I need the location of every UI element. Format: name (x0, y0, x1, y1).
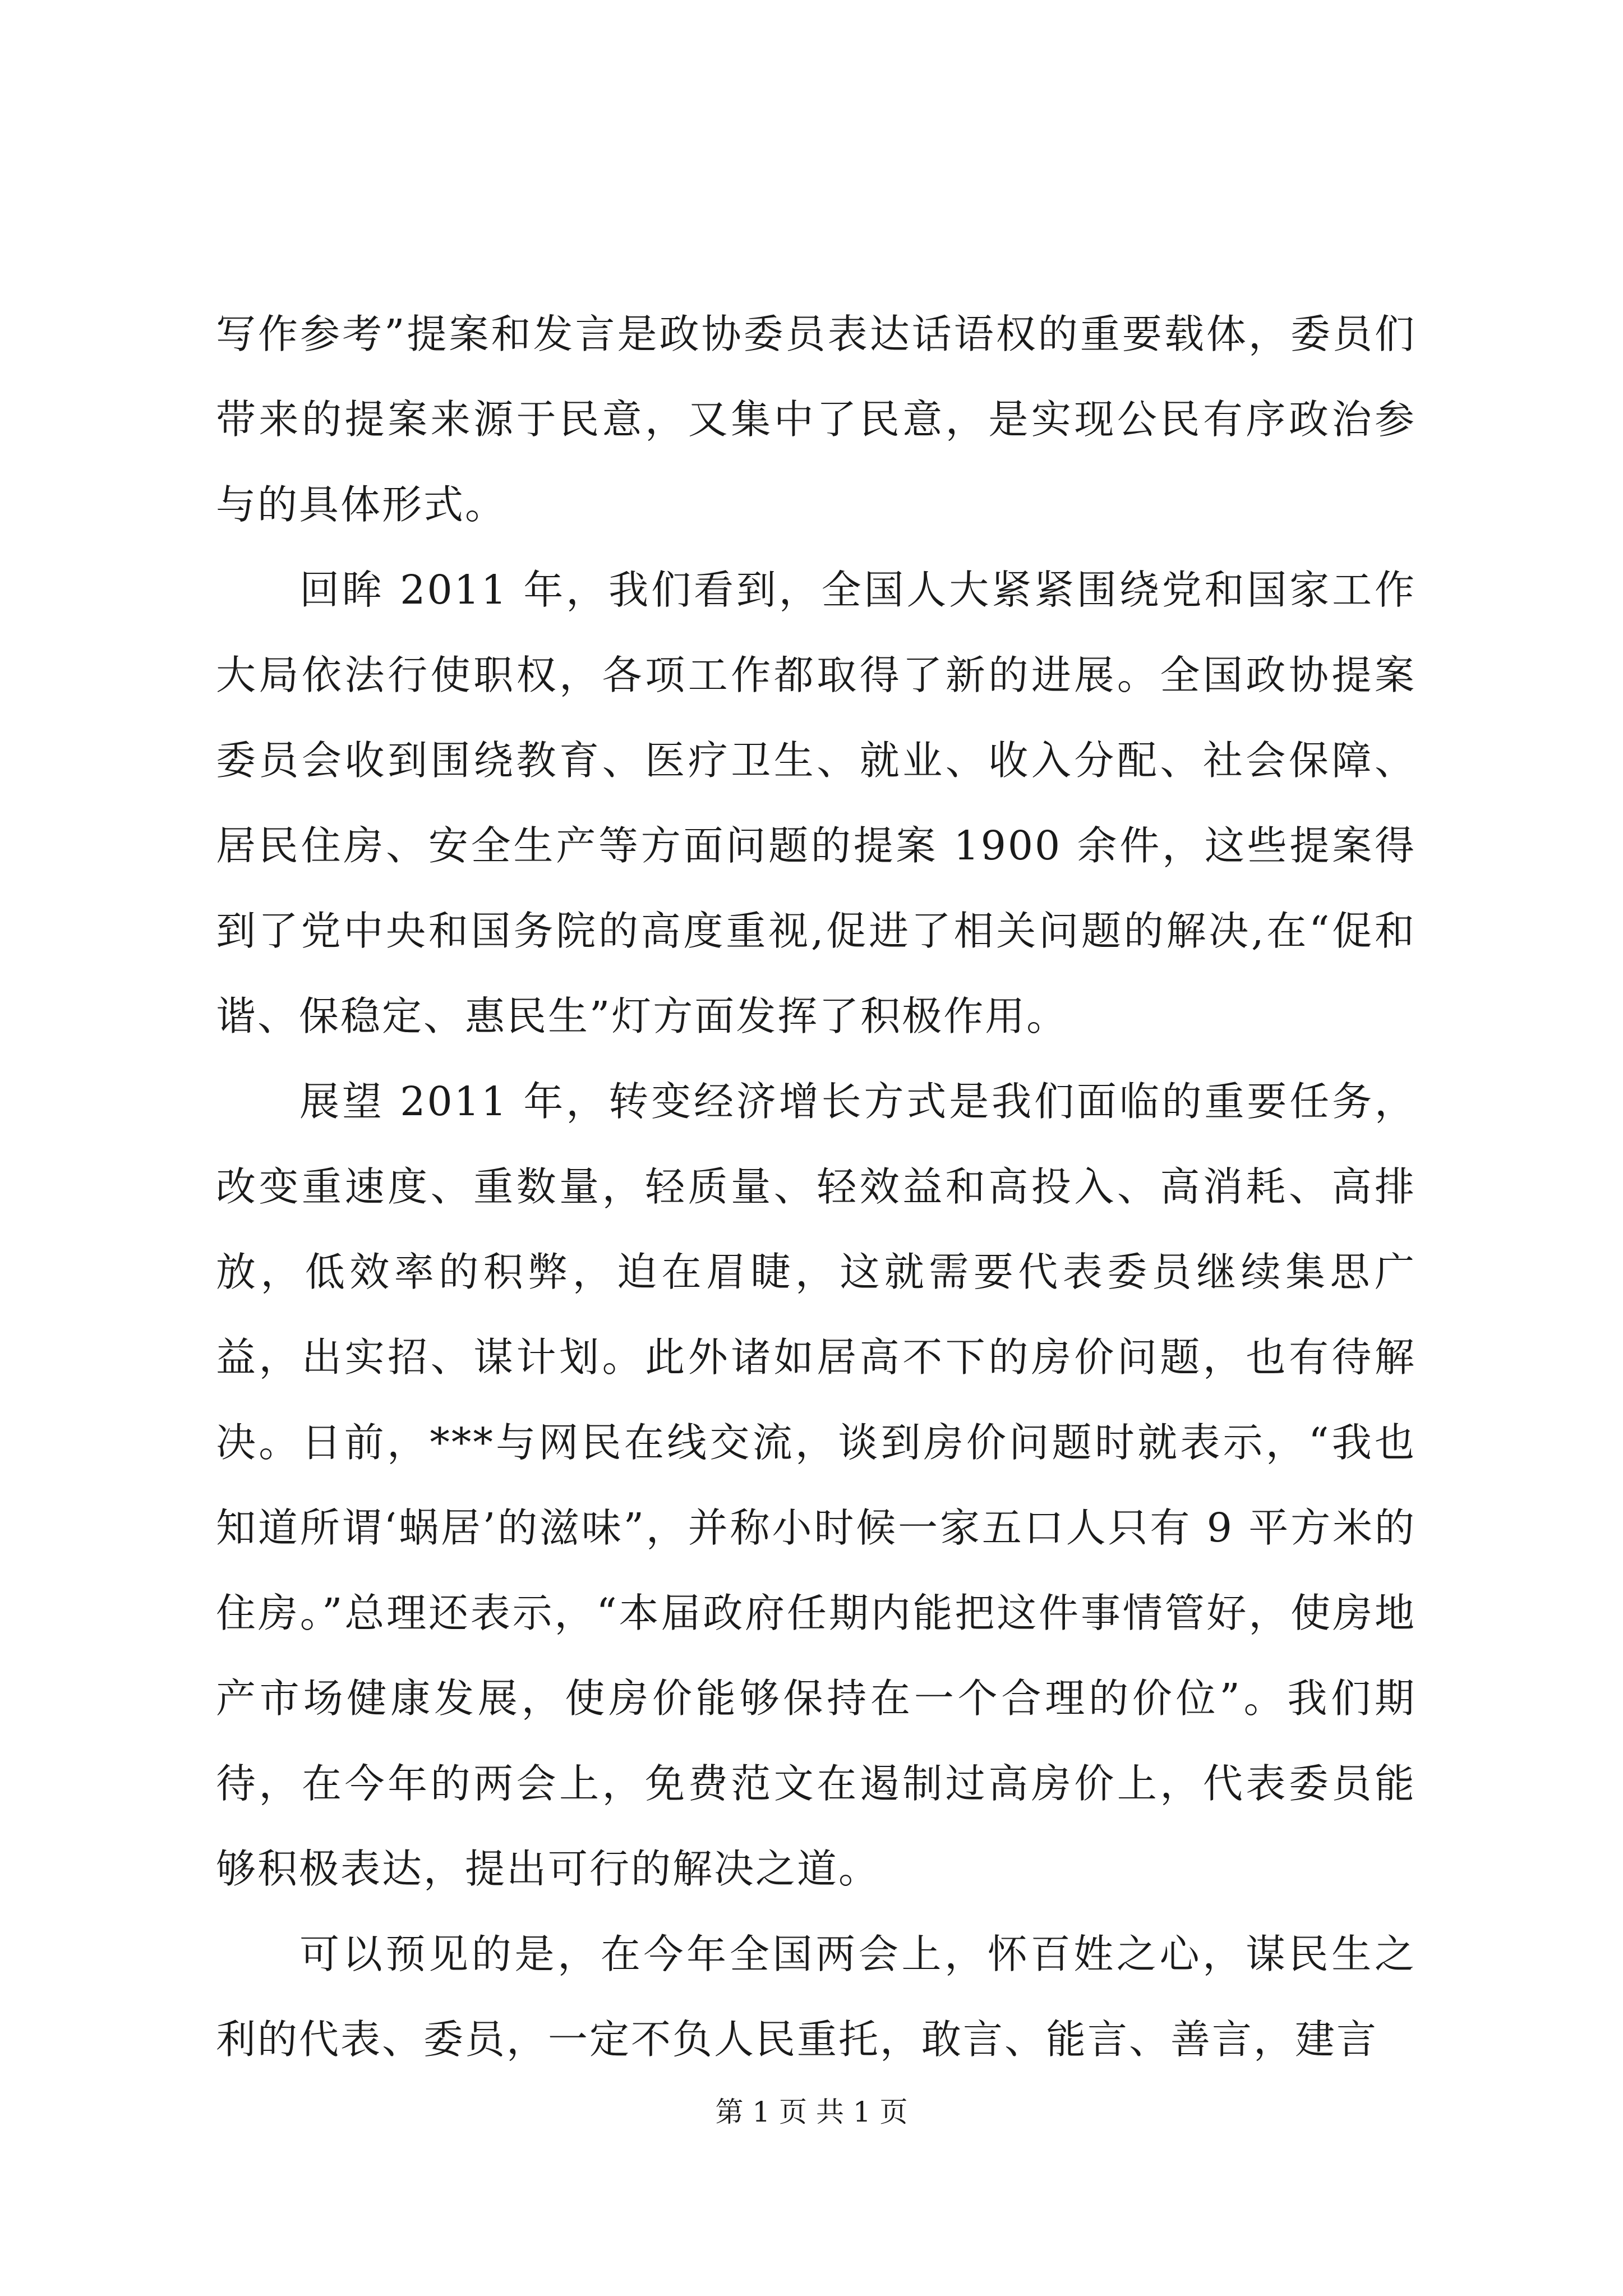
paragraph-1: 写作参考”提案和发言是政协委员表达话语权的重要载体，委员们带来的提案来源于民意，又集中了民意，是实现公民有序政治参与的具体形式。 (216, 311, 1416, 528)
page-footer: 第 1 页 共 1 页 (715, 2096, 908, 2128)
paragraph-3: 展望 2011 年，转变经济增长方式是我们面临的重要任务，改变重速度、重数量，轻质量、轻效益和高投入、高消耗、高排放，低效率的积弊，迫在眉睫，这就需要代表委员继续集思广益，出实招、谋计划。此外诸如居高不下的房价问题，也有待解决。日前，***与网民在线交流，谈到房价问题时就表示，“我也知道所谓‘蜗居’的滋味”，并称小时候一家五口人只有 9 平方米的住房。”总理还表示，“本届政府任期内能把这件事情管好，使房地产市场健康发展，使房价能够保持在一个合理的价位”。我们期待，在今年的两会上，免费范文在遏制过高房价上，代表委员能够积极表达，提出可行的解决之道。 (216, 1078, 1416, 1892)
document-body (216, 292, 1416, 2082)
paragraph-2: 回眸 2011 年，我们看到，全国人大紧紧围绕党和国家工作大局依法行使职权，各项工作都取得了新的进展。全国政协提案委员会收到围绕教育、医疗卫生、就业、收入分配、社会保障、居民住房、安全生产等方面问题的提案 1900 余件，这些提案得到了党中央和国务院的高度重视,促进了相关问题的解决,在“促和谐、保稳定、惠民生”灯方面发挥了积极作用。 (216, 567, 1416, 1039)
paragraph-4: 可以预见的是，在今年全国两会上，怀百姓之心，谋民生之利的代表、委员，一定不负人民重托，敢言、能言、善言，建言 (216, 1931, 1416, 2063)
